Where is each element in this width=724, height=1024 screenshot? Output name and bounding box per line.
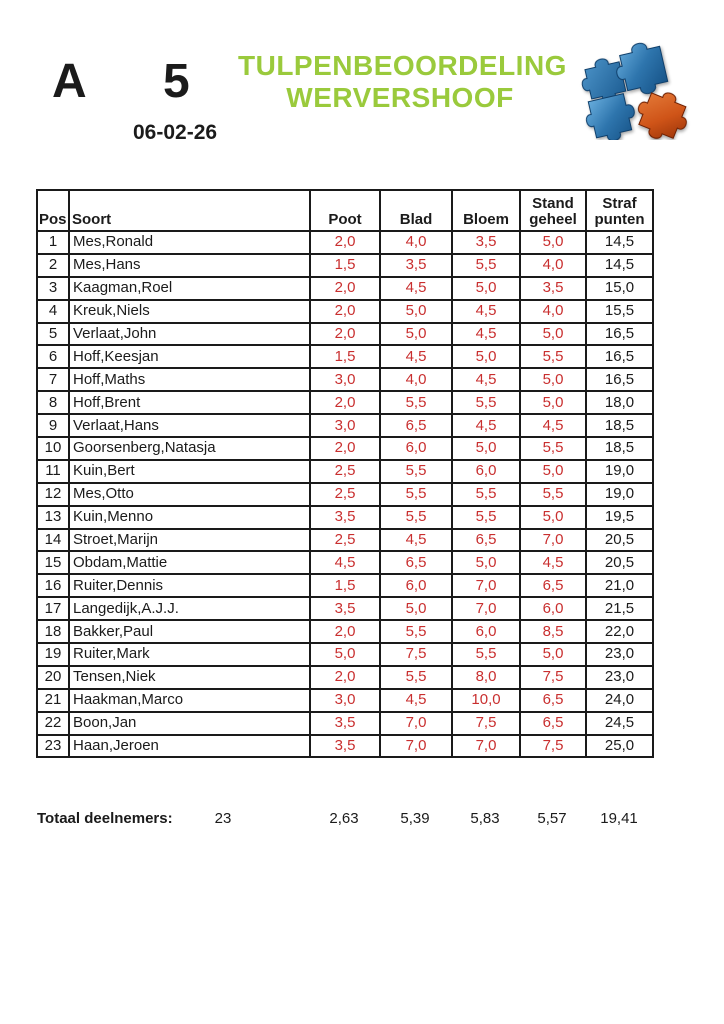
- pos-cell: 4: [37, 300, 69, 323]
- table-row: [37, 506, 653, 529]
- poot-score-cell: 2,0: [310, 620, 380, 643]
- bloem-score-cell: 10,0: [452, 689, 520, 712]
- stand-score-cell: 5,5: [520, 437, 586, 460]
- name-cell: Boon,Jan: [69, 712, 310, 735]
- bloem-score-cell: 6,0: [452, 460, 520, 483]
- strafpunten-cell: 24,5: [586, 712, 653, 735]
- table-row: [37, 529, 653, 552]
- bloem-score-cell: 5,5: [452, 391, 520, 414]
- table-row: [37, 414, 653, 437]
- name-cell: Kreuk,Niels: [69, 300, 310, 323]
- stand-score-cell: 5,0: [520, 506, 586, 529]
- name-cell: Tensen,Niek: [69, 666, 310, 689]
- strafpunten-cell: 15,0: [586, 277, 653, 300]
- strafpunten-cell: 19,0: [586, 460, 653, 483]
- poot-score-cell: 2,0: [310, 231, 380, 254]
- blad-score-cell: 4,5: [380, 345, 452, 368]
- pos-cell: 7: [37, 368, 69, 391]
- stand-score-cell: 5,0: [520, 643, 586, 666]
- bloem-score-cell: 7,0: [452, 597, 520, 620]
- bloem-score-cell: 5,0: [452, 551, 520, 574]
- poot-score-cell: 2,0: [310, 437, 380, 460]
- poot-score-cell: 3,0: [310, 689, 380, 712]
- blad-score-cell: 4,0: [380, 368, 452, 391]
- bloem-score-cell: 5,0: [452, 437, 520, 460]
- poot-score-cell: 2,5: [310, 460, 380, 483]
- stand-score-cell: 6,5: [520, 689, 586, 712]
- pos-cell: 14: [37, 529, 69, 552]
- stand-score-cell: 4,5: [520, 551, 586, 574]
- poot-score-cell: 2,0: [310, 300, 380, 323]
- table-row: [37, 300, 653, 323]
- poot-score-cell: 3,5: [310, 597, 380, 620]
- poot-score-cell: 2,0: [310, 391, 380, 414]
- strafpunten-cell: 20,5: [586, 551, 653, 574]
- name-cell: Langedijk,A.J.J.: [69, 597, 310, 620]
- name-cell: Haan,Jeroen: [69, 735, 310, 758]
- blad-score-cell: 5,5: [380, 620, 452, 643]
- poot-score-cell: 3,5: [310, 712, 380, 735]
- table-row: [37, 345, 653, 368]
- pos-cell: 10: [37, 437, 69, 460]
- stand-score-cell: 5,5: [520, 483, 586, 506]
- poot-score-cell: 4,5: [310, 551, 380, 574]
- table-row: [37, 277, 653, 300]
- col-header-pos: Pos: [37, 190, 69, 231]
- pos-cell: 2: [37, 254, 69, 277]
- stand-score-cell: 6,0: [520, 597, 586, 620]
- stand-score-cell: 4,0: [520, 300, 586, 323]
- pos-cell: 8: [37, 391, 69, 414]
- blad-score-cell: 4,0: [380, 231, 452, 254]
- table-row: [37, 323, 653, 346]
- poot-score-cell: 3,0: [310, 368, 380, 391]
- stand-score-cell: 5,0: [520, 231, 586, 254]
- name-cell: Verlaat,John: [69, 323, 310, 346]
- bloem-score-cell: 8,0: [452, 666, 520, 689]
- table-row: [37, 254, 653, 277]
- stand-score-cell: 4,0: [520, 254, 586, 277]
- title-line-2: WERVERSHOOF: [286, 82, 514, 113]
- poot-score-cell: 2,5: [310, 529, 380, 552]
- table-row: [37, 597, 653, 620]
- col-header-blad: Blad: [380, 190, 452, 231]
- name-cell: Goorsenberg,Natasja: [69, 437, 310, 460]
- pos-cell: 17: [37, 597, 69, 620]
- pos-cell: 18: [37, 620, 69, 643]
- stand-score-cell: 3,5: [520, 277, 586, 300]
- bloem-score-cell: 4,5: [452, 368, 520, 391]
- bloem-score-cell: 5,5: [452, 506, 520, 529]
- name-cell: Stroet,Marijn: [69, 529, 310, 552]
- blad-score-cell: 5,5: [380, 506, 452, 529]
- pos-cell: 3: [37, 277, 69, 300]
- bloem-score-cell: 5,0: [452, 277, 520, 300]
- pos-cell: 22: [37, 712, 69, 735]
- puzzle-pieces-icon: [568, 42, 704, 140]
- average-stand-geheel: 5,57: [537, 810, 567, 827]
- table-row: [37, 368, 653, 391]
- poot-score-cell: 3,5: [310, 506, 380, 529]
- strafpunten-cell: 21,5: [586, 597, 653, 620]
- page-title: [238, 50, 567, 114]
- strafpunten-cell: 16,5: [586, 323, 653, 346]
- stand-score-cell: 7,0: [520, 529, 586, 552]
- bloem-score-cell: 5,0: [452, 345, 520, 368]
- strafpunten-cell: 16,5: [586, 368, 653, 391]
- group-number: 5: [163, 55, 190, 108]
- name-cell: Kaagman,Roel: [69, 277, 310, 300]
- name-cell: Mes,Otto: [69, 483, 310, 506]
- blad-score-cell: 5,0: [380, 300, 452, 323]
- table-row: [37, 712, 653, 735]
- pos-cell: 21: [37, 689, 69, 712]
- stand-score-cell: 8,5: [520, 620, 586, 643]
- title-line-1: TULPENBEOORDELING: [238, 50, 567, 81]
- average-poot: 2,63: [329, 810, 359, 827]
- strafpunten-cell: 14,5: [586, 231, 653, 254]
- blad-score-cell: 3,5: [380, 254, 452, 277]
- stand-score-cell: 5,0: [520, 391, 586, 414]
- name-cell: Mes,Hans: [69, 254, 310, 277]
- name-cell: Kuin,Bert: [69, 460, 310, 483]
- name-cell: Obdam,Mattie: [69, 551, 310, 574]
- poot-score-cell: 2,0: [310, 666, 380, 689]
- table-row: [37, 666, 653, 689]
- pos-cell: 6: [37, 345, 69, 368]
- name-cell: Bakker,Paul: [69, 620, 310, 643]
- blad-score-cell: 4,5: [380, 529, 452, 552]
- stand-score-cell: 7,5: [520, 735, 586, 758]
- blad-score-cell: 6,5: [380, 414, 452, 437]
- puzzle-piece-orange: [630, 84, 695, 140]
- header-row: [37, 190, 653, 231]
- strafpunten-cell: 20,5: [586, 529, 653, 552]
- blad-score-cell: 7,5: [380, 643, 452, 666]
- strafpunten-cell: 18,0: [586, 391, 653, 414]
- strafpunten-cell: 15,5: [586, 300, 653, 323]
- pos-cell: 12: [37, 483, 69, 506]
- table-row: [37, 437, 653, 460]
- strafpunten-cell: 22,0: [586, 620, 653, 643]
- poot-score-cell: 1,5: [310, 574, 380, 597]
- pos-cell: 23: [37, 735, 69, 758]
- average-strafpunten: 19,41: [600, 810, 638, 827]
- bloem-score-cell: 4,5: [452, 323, 520, 346]
- table-row: [37, 391, 653, 414]
- name-cell: Hoff,Keesjan: [69, 345, 310, 368]
- bloem-score-cell: 5,5: [452, 483, 520, 506]
- table-row: [37, 483, 653, 506]
- strafpunten-cell: 18,5: [586, 437, 653, 460]
- strafpunten-cell: 19,5: [586, 506, 653, 529]
- poot-score-cell: 2,5: [310, 483, 380, 506]
- bloem-score-cell: 3,5: [452, 231, 520, 254]
- totals-label: Totaal deelnemers:: [37, 810, 173, 827]
- strafpunten-cell: 25,0: [586, 735, 653, 758]
- blad-score-cell: 4,5: [380, 689, 452, 712]
- poot-score-cell: 1,5: [310, 345, 380, 368]
- date-label: 06-02-26: [133, 121, 218, 144]
- blad-score-cell: 5,0: [380, 323, 452, 346]
- bloem-score-cell: 5,5: [452, 643, 520, 666]
- name-cell: Verlaat,Hans: [69, 414, 310, 437]
- strafpunten-cell: 23,0: [586, 666, 653, 689]
- name-cell: Ruiter,Mark: [69, 643, 310, 666]
- col-header-bloem: Bloem: [452, 190, 520, 231]
- puzzle-piece-blue-bottom-left: [582, 92, 639, 140]
- name-cell: Hoff,Brent: [69, 391, 310, 414]
- poot-score-cell: 3,0: [310, 414, 380, 437]
- name-cell: Mes,Ronald: [69, 231, 310, 254]
- poot-score-cell: 2,0: [310, 323, 380, 346]
- average-bloem: 5,83: [470, 810, 500, 827]
- table-row: [37, 689, 653, 712]
- bloem-score-cell: 6,5: [452, 529, 520, 552]
- poot-score-cell: 5,0: [310, 643, 380, 666]
- table-row: [37, 551, 653, 574]
- stand-score-cell: 7,5: [520, 666, 586, 689]
- results-table: [36, 189, 654, 758]
- stand-score-cell: 4,5: [520, 414, 586, 437]
- blad-score-cell: 6,5: [380, 551, 452, 574]
- blad-score-cell: 5,5: [380, 460, 452, 483]
- average-blad: 5,39: [400, 810, 430, 827]
- blad-score-cell: 5,5: [380, 483, 452, 506]
- table-row: [37, 620, 653, 643]
- table-row: [37, 735, 653, 758]
- pos-cell: 5: [37, 323, 69, 346]
- blad-score-cell: 7,0: [380, 712, 452, 735]
- bloem-score-cell: 7,0: [452, 735, 520, 758]
- pos-cell: 16: [37, 574, 69, 597]
- pos-cell: 15: [37, 551, 69, 574]
- stand-score-cell: 5,0: [520, 460, 586, 483]
- strafpunten-cell: 16,5: [586, 345, 653, 368]
- poot-score-cell: 2,0: [310, 277, 380, 300]
- name-cell: Kuin,Menno: [69, 506, 310, 529]
- table-row: [37, 460, 653, 483]
- stand-score-cell: 5,0: [520, 368, 586, 391]
- stand-score-cell: 6,5: [520, 712, 586, 735]
- table-row: [37, 574, 653, 597]
- stand-score-cell: 5,0: [520, 323, 586, 346]
- bloem-score-cell: 4,5: [452, 414, 520, 437]
- table-row: [37, 231, 653, 254]
- blad-score-cell: 7,0: [380, 735, 452, 758]
- strafpunten-cell: 19,0: [586, 483, 653, 506]
- bloem-score-cell: 5,5: [452, 254, 520, 277]
- blad-score-cell: 5,5: [380, 666, 452, 689]
- col-header-straf-punten: Straf punten: [586, 190, 653, 231]
- totals-participant-count: 23: [214, 810, 232, 827]
- pos-cell: 20: [37, 666, 69, 689]
- name-cell: Ruiter,Dennis: [69, 574, 310, 597]
- pos-cell: 1: [37, 231, 69, 254]
- col-header-soort: Soort: [69, 190, 310, 231]
- poot-score-cell: 3,5: [310, 735, 380, 758]
- pos-cell: 11: [37, 460, 69, 483]
- stand-score-cell: 5,5: [520, 345, 586, 368]
- pos-cell: 13: [37, 506, 69, 529]
- group-letter: A: [52, 55, 88, 108]
- stand-score-cell: 6,5: [520, 574, 586, 597]
- strafpunten-cell: 14,5: [586, 254, 653, 277]
- strafpunten-cell: 23,0: [586, 643, 653, 666]
- strafpunten-cell: 24,0: [586, 689, 653, 712]
- col-header-poot: Poot: [310, 190, 380, 231]
- name-cell: Haakman,Marco: [69, 689, 310, 712]
- bloem-score-cell: 6,0: [452, 620, 520, 643]
- pos-cell: 19: [37, 643, 69, 666]
- strafpunten-cell: 21,0: [586, 574, 653, 597]
- table-row: [37, 643, 653, 666]
- blad-score-cell: 6,0: [380, 437, 452, 460]
- blad-score-cell: 6,0: [380, 574, 452, 597]
- poot-score-cell: 1,5: [310, 254, 380, 277]
- bloem-score-cell: 7,5: [452, 712, 520, 735]
- strafpunten-cell: 18,5: [586, 414, 653, 437]
- bloem-score-cell: 4,5: [452, 300, 520, 323]
- pos-cell: 9: [37, 414, 69, 437]
- col-header-stand-geheel: Stand geheel: [520, 190, 586, 231]
- blad-score-cell: 5,5: [380, 391, 452, 414]
- blad-score-cell: 4,5: [380, 277, 452, 300]
- blad-score-cell: 5,0: [380, 597, 452, 620]
- bloem-score-cell: 7,0: [452, 574, 520, 597]
- name-cell: Hoff,Maths: [69, 368, 310, 391]
